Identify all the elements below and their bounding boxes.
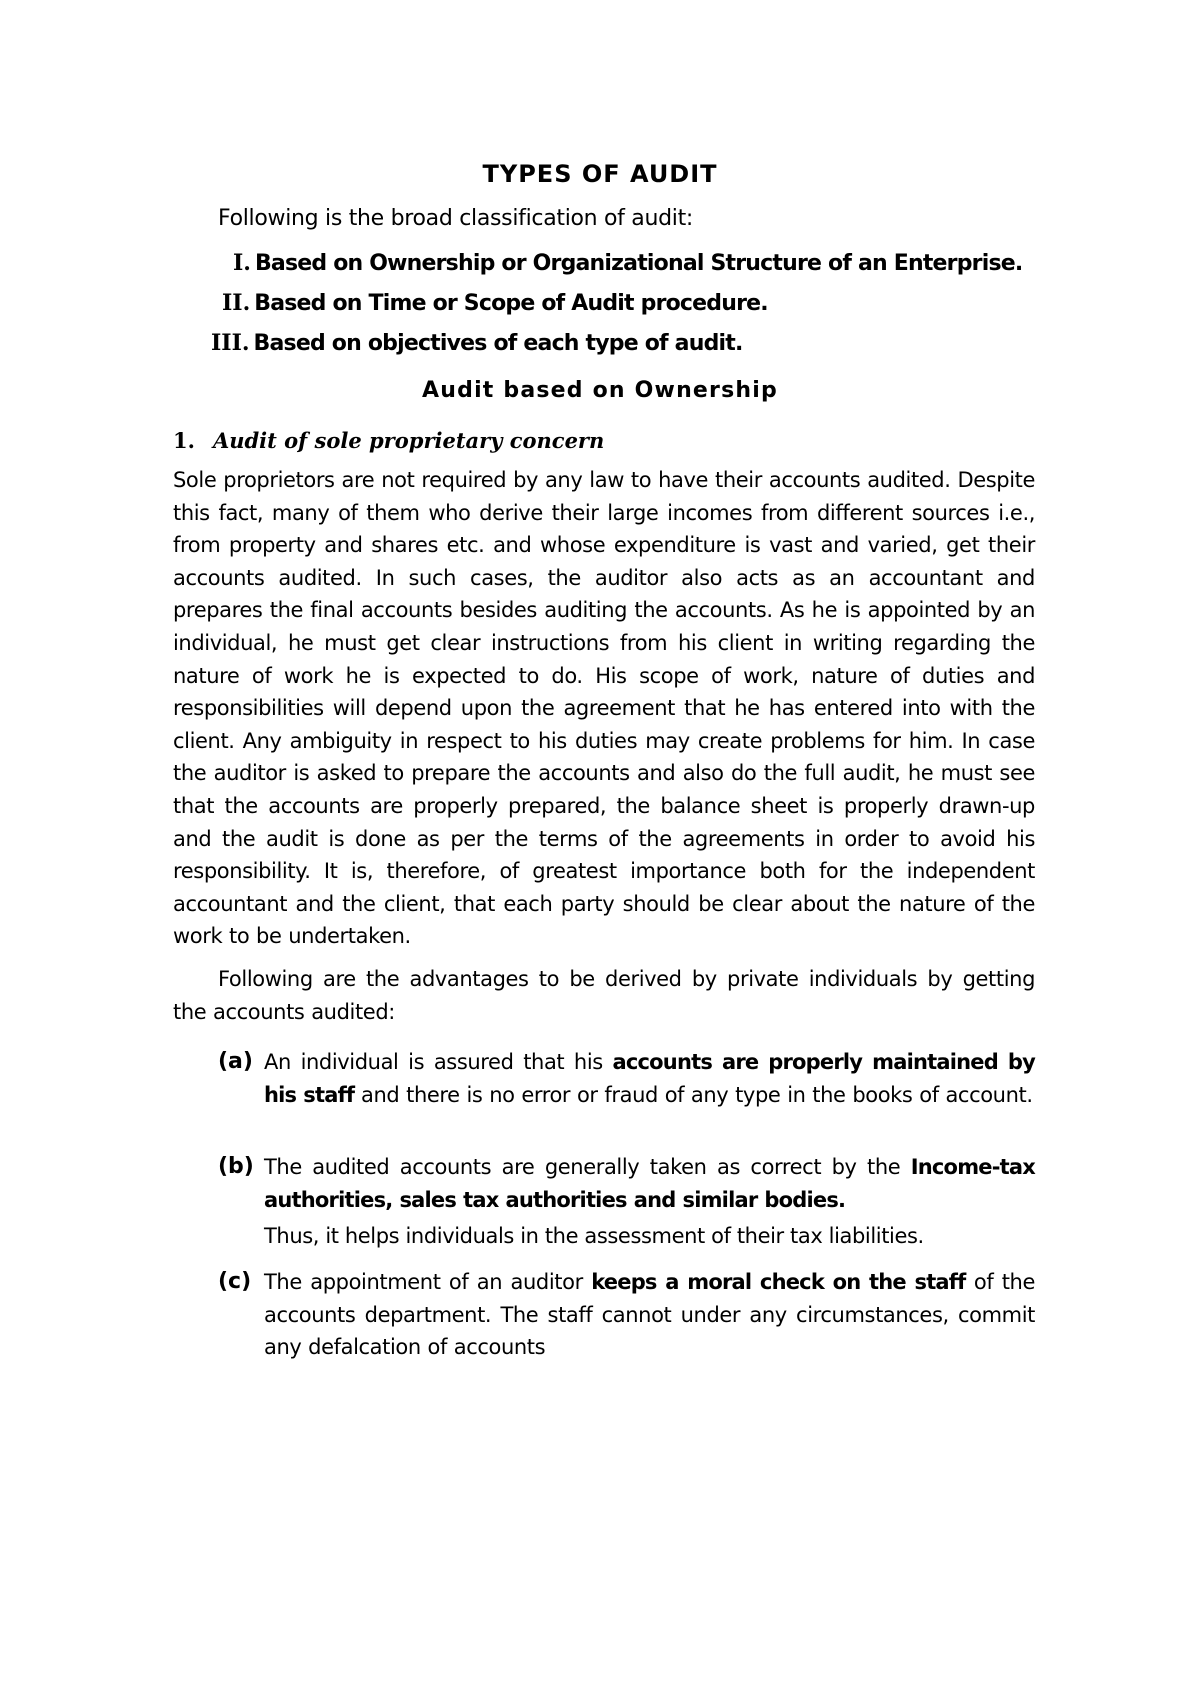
advantage-text-emphasis: Income-tax authorities, sales tax authorities and similar bodies.: [264, 1155, 1035, 1212]
advantage-text-emphasis: keeps a moral check on the staff: [591, 1270, 966, 1294]
classification-item: [233, 250, 1022, 276]
classification-item: [211, 330, 743, 356]
classification-number: II.: [222, 290, 251, 316]
advantage-note: Thus, it helps individuals in the assessment of their tax liabilities.: [264, 1224, 924, 1248]
advantage-text-plain: The appointment of an auditor: [264, 1270, 592, 1294]
advantage-text-emphasis: accounts are properly maintained by his staff: [264, 1050, 1036, 1107]
advantage-text: [264, 1151, 1035, 1216]
classification-number: I.: [233, 250, 251, 276]
advantage-marker: (a): [218, 1049, 253, 1074]
advantage-marker: (c): [218, 1269, 252, 1294]
subsection-number: 1.: [173, 428, 195, 453]
advantage-text-plain: The audited accounts are generally taken as correct by the: [264, 1155, 911, 1179]
advantage-item: [218, 1046, 1035, 1111]
classification-number: III.: [211, 330, 250, 356]
classification-item: [222, 290, 768, 316]
classification-label: Based on objectives of each type of audit.: [253, 331, 743, 356]
section-heading: Audit based on Ownership: [422, 378, 778, 403]
document-title: TYPES OF AUDIT: [482, 160, 718, 188]
body-paragraph: Sole proprietors are not required by any law to have their accounts audited. Despite this fact, many of them who derive their large incomes from different sources i.e., from property and shares etc. and whose expenditure is vast and varied, get their accounts audited. In such cases, the auditor also acts as an accountant and prepares the final accounts besides auditing the accounts. As he is appointed by an individual, he must get clear instructions from his client in writing regarding the nature of work he is expected to do. His scope of work, nature of duties and responsibilities will depend upon the agreement that he has entered into with the client. Any ambiguity in respect to his duties may create problems for him. In case the auditor is asked to prepare the accounts and also do the full audit, he must see that the accounts are properly prepared, the balance sheet is properly drawn-up and the audit is done as per the terms of the agreements in order to avoid his responsibility. It is, therefore, of greatest importance both for the independent accountant and the client, that each party should be clear about the nature of the work to be undertaken.: [173, 468, 1035, 949]
advantage-text-plain: and there is no error or fraud of any type in the books of account.: [354, 1082, 1033, 1107]
advantage-text: [264, 1266, 1035, 1364]
advantage-item: [218, 1266, 1035, 1364]
advantage-text-plain: An individual is assured that his: [264, 1050, 613, 1074]
subsection-heading: [173, 428, 604, 453]
advantage-text: [264, 1046, 1035, 1111]
advantage-marker: (b): [218, 1154, 254, 1179]
subsection-title: Audit of sole proprietary concern: [212, 428, 605, 453]
intro-text: Following is the broad classification of audit:: [218, 206, 694, 231]
classification-label: Based on Ownership or Organizational Structure of an Enterprise.: [254, 251, 1023, 276]
advantage-text-plain: of the accounts department. The staff cannot under any circumstances, commit any defalcation of accounts: [264, 1270, 1035, 1360]
advantages-intro-paragraph: Following are the advantages to be derived by private individuals by getting the accounts audited:: [173, 967, 1035, 1024]
advantage-item: [218, 1151, 1035, 1216]
classification-label: Based on Time or Scope of Audit procedure.: [254, 291, 768, 316]
